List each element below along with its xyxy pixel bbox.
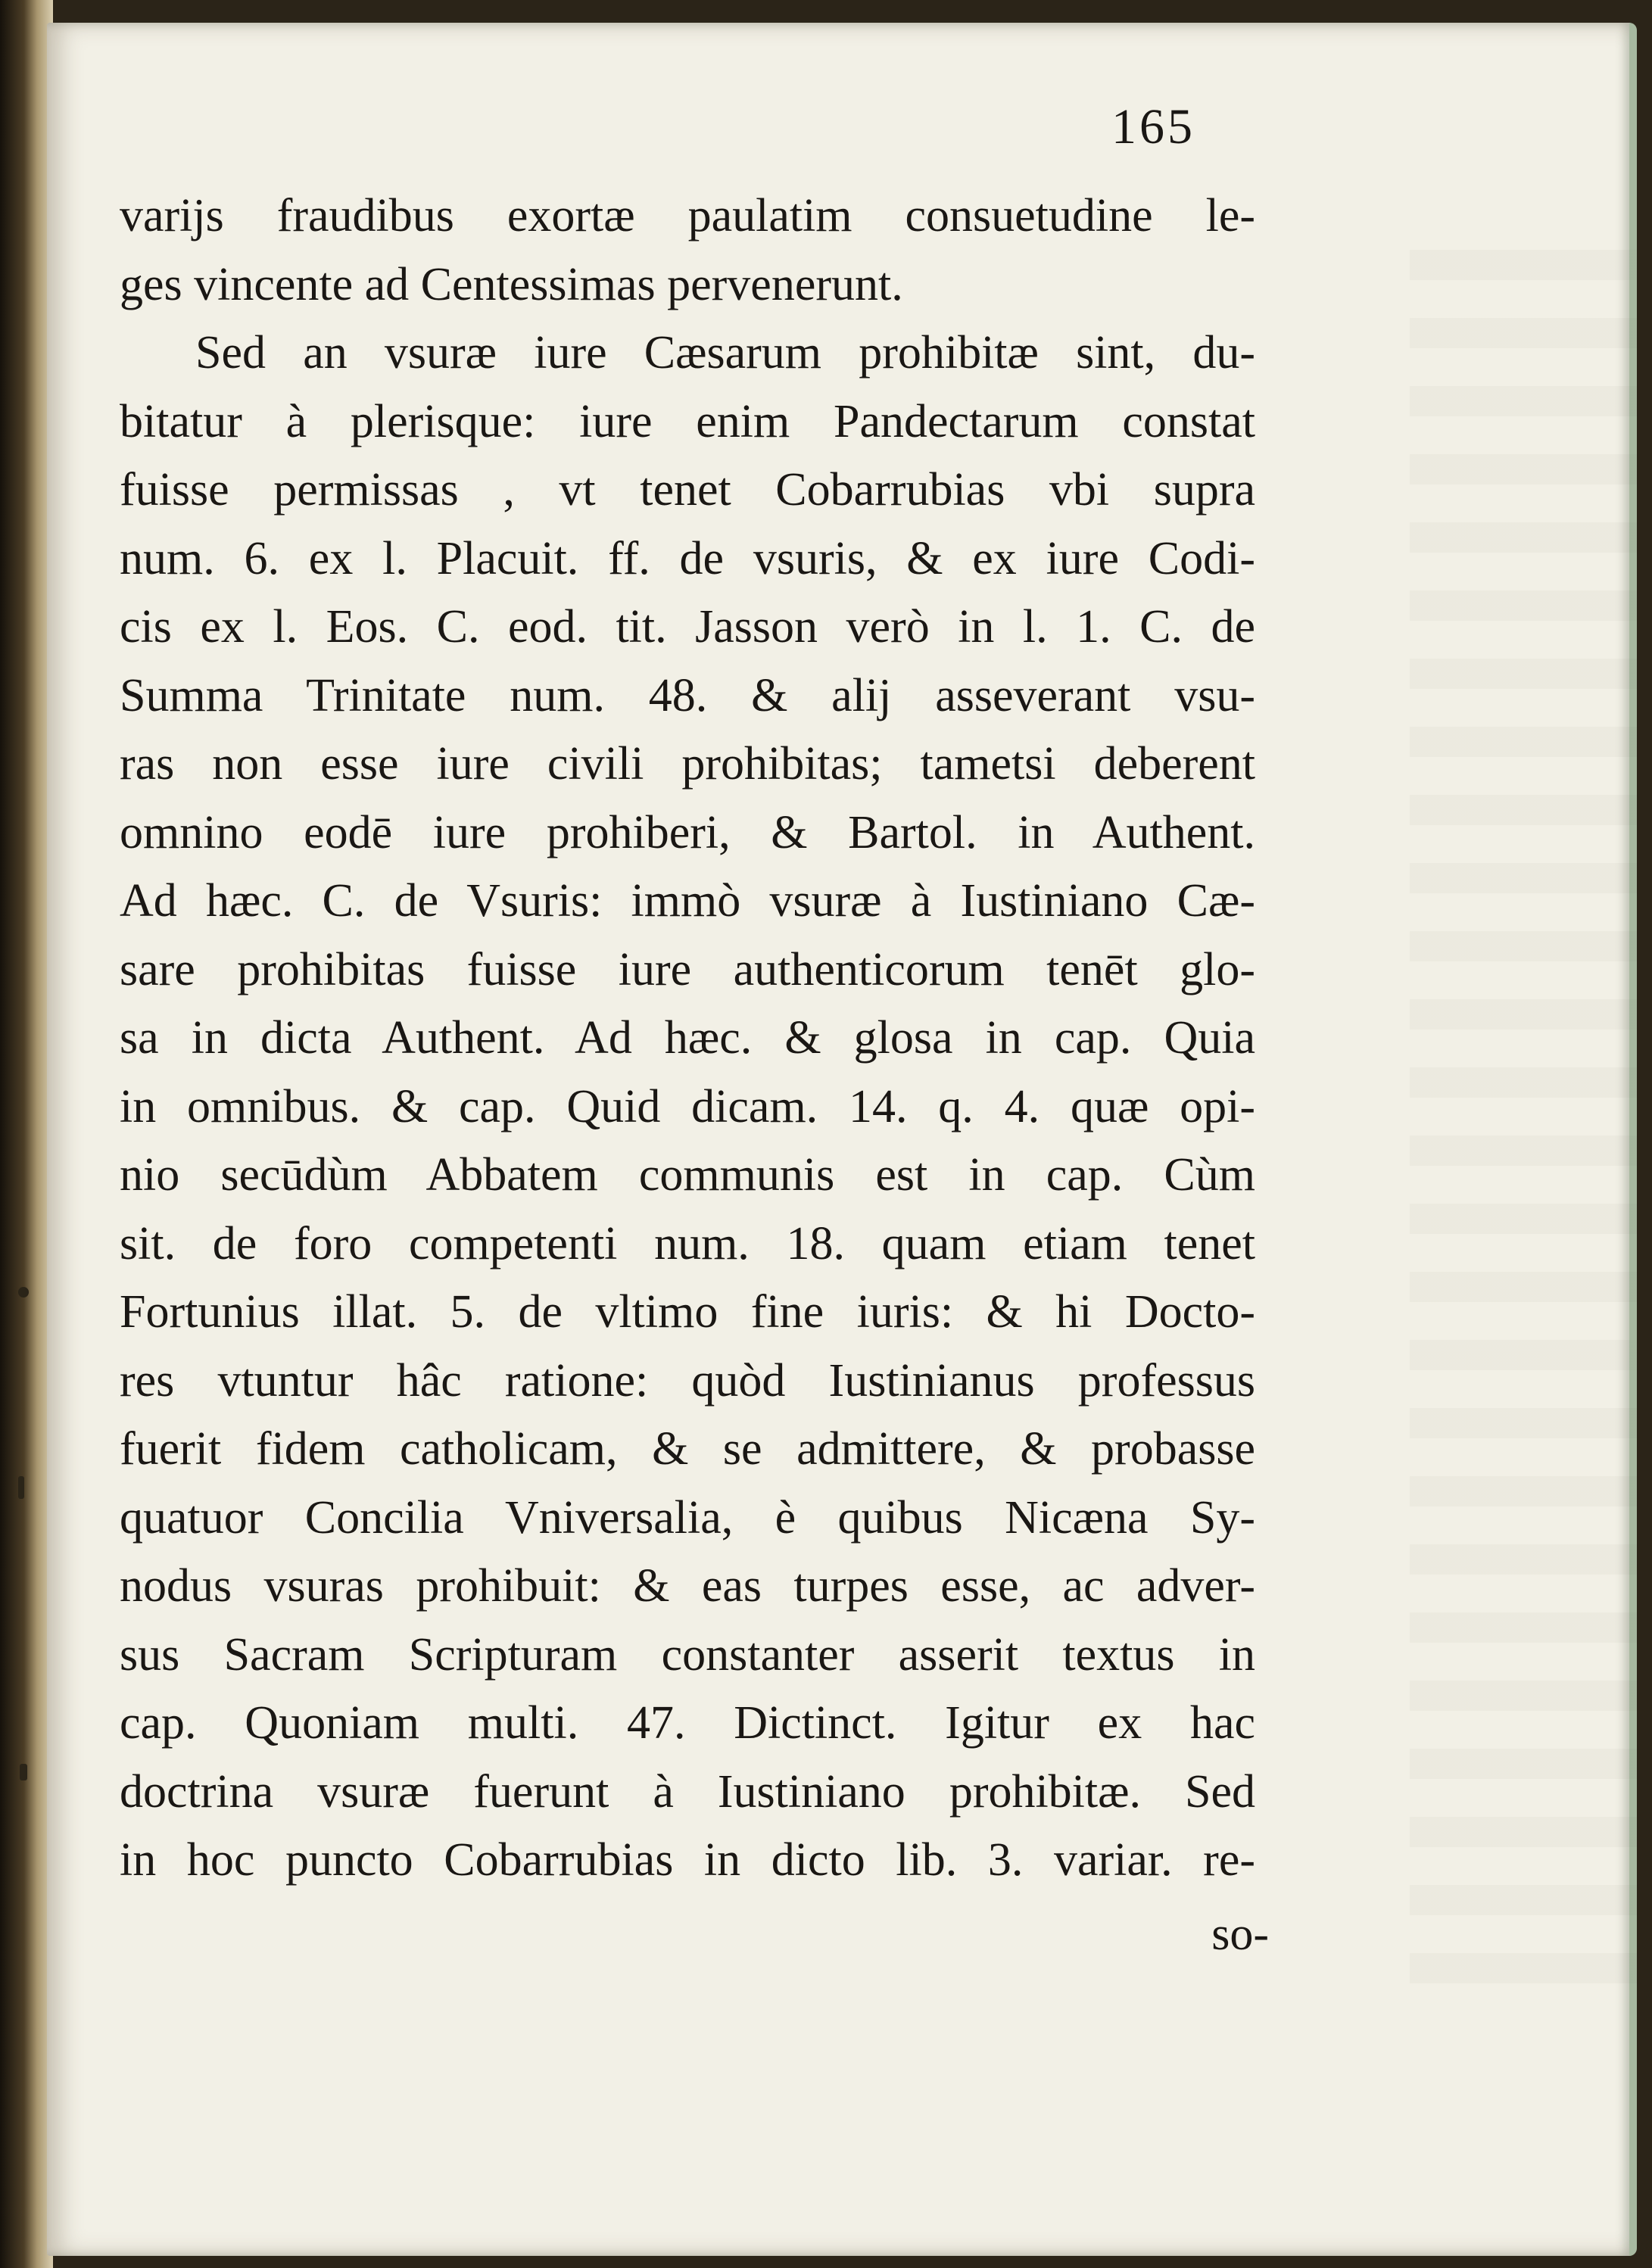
text-line: sa in dicta Authent. Ad hæc. & glosa in cap. Quia	[120, 1012, 1255, 1064]
text-line: doctrina vsuræ fuerunt à Iustiniano prohibitæ. Sed	[120, 1765, 1255, 1818]
text-line: varijs fraudibus exortæ paulatim consuetudine le-	[120, 190, 1255, 241]
text-line: sare prohibitas fuisse iure authenticorum tenēt glo-	[120, 943, 1255, 995]
margin-mark	[18, 1476, 24, 1499]
text-line: Summa Trinitate num. 48. & alij asseverant vsu-	[120, 669, 1255, 721]
text-line: ras non esse iure civili prohibitas; tametsi deberent	[120, 738, 1255, 790]
text-line: cap. Quoniam multi. 47. Dictinct. Igitur ex hac	[120, 1697, 1255, 1749]
text-line: Ad hæc. C. de Vsuris: immò vsuræ à Iustiniano Cæ-	[120, 875, 1255, 927]
text-line: ges vincente ad Centessimas pervenerunt.	[120, 258, 903, 310]
margin-mark	[18, 1287, 29, 1298]
page-number: 165	[1111, 99, 1195, 154]
catchword: so-	[1211, 1908, 1269, 1960]
text-line: in hoc puncto Cobarrubias in dicto lib. 3. variar. re-	[120, 1834, 1255, 1886]
text-line: sit. de foro competenti num. 18. quam etiam tenet	[120, 1217, 1255, 1270]
text-line: bitatur à plerisque: iure enim Pandectarum constat	[120, 395, 1255, 447]
text-line: fuerit fidem catholicam, & se admittere, & probasse	[120, 1423, 1255, 1475]
margin-mark	[20, 1764, 27, 1780]
text-line: in omnibus. & cap. Quid dicam. 14. q. 4. quæ opi-	[120, 1080, 1255, 1132]
text-line: quatuor Concilia Vniversalia, è quibus Nicæna Sy-	[120, 1491, 1255, 1544]
text-line: nio secūdùm Abbatem communis est in cap. Cùm	[120, 1149, 1255, 1201]
text-line: res vtuntur hâc ratione: quòd Iustinianus professus	[120, 1354, 1255, 1407]
body-text	[120, 182, 1255, 1895]
text-line: num. 6. ex l. Placuit. ff. de vsuris, & ex iure Codi-	[120, 532, 1255, 584]
text-line: omnino eodē iure prohiberi, & Bartol. in Authent.	[120, 806, 1255, 858]
text-line: cis ex l. Eos. C. eod. tit. Jasson verò in l. 1. C. de	[120, 601, 1255, 653]
text-line: sus Sacram Scripturam constanter asserit textus in	[120, 1628, 1255, 1681]
text-line: fuisse permissas , vt tenet Cobarrubias vbi supra	[120, 464, 1255, 516]
text-line: Sed an vsuræ iure Cæsarum prohibitæ sint, du-	[195, 327, 1255, 379]
text-line: Fortunius illat. 5. de vltimo fine iuris: & hi Docto-	[120, 1286, 1255, 1338]
show-through-texture	[1410, 250, 1637, 1991]
text-line: nodus vsuras prohibuit: & eas turpes esse, ac adver-	[120, 1560, 1255, 1612]
book-spine	[0, 0, 53, 2268]
